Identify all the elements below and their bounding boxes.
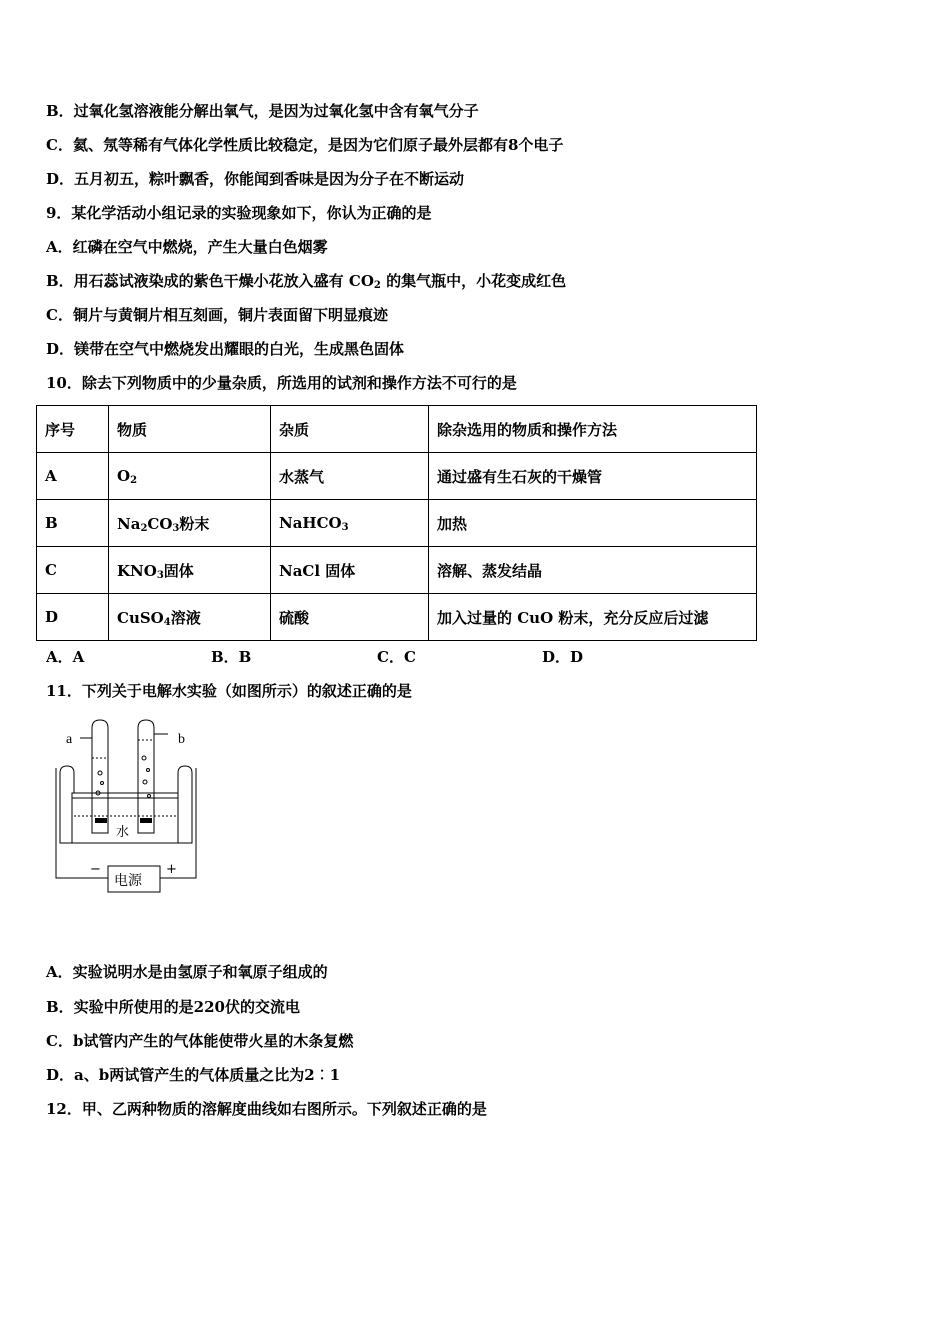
header-cell-method: 除杂选用的物质和操作方法 bbox=[429, 406, 757, 453]
table-row bbox=[37, 453, 757, 500]
q8-option-d: D．五月初五，粽叶飘香，你能闻到香味是因为分子在不断运动 bbox=[46, 170, 465, 188]
q10-option-c: C．C bbox=[377, 648, 416, 666]
row-id: C bbox=[37, 547, 109, 594]
row-substance: $Na_2CO_3$粉末 bbox=[109, 500, 271, 547]
q9-option-b bbox=[46, 271, 566, 296]
row-method: 通过盛有生石灰的干燥管 bbox=[429, 453, 757, 500]
row-method: 加热 bbox=[429, 500, 757, 547]
q10-table bbox=[36, 405, 757, 641]
q9-option-b-pre: B．用石蕊试液染成的紫色干燥小花放入盛有 CO bbox=[46, 272, 374, 290]
row-substance: $KNO_3$固体 bbox=[109, 547, 271, 594]
table-header-row bbox=[37, 406, 757, 453]
electrode-b bbox=[140, 818, 152, 823]
row-impurity: 硫酸 bbox=[271, 594, 429, 641]
q11-option-d: D．a、b两试管产生的气体质量之比为2︰1 bbox=[46, 1066, 341, 1084]
q9-option-a: A．红磷在空气中燃烧，产生大量白色烟雾 bbox=[46, 238, 328, 256]
q9-option-d: D．镁带在空气中燃烧发出耀眼的白光，生成黑色固体 bbox=[46, 340, 405, 358]
q11-option-b: B．实验中所使用的是220伏的交流电 bbox=[46, 998, 300, 1016]
q10-option-a: A．A bbox=[46, 648, 85, 666]
label-power: 电源 bbox=[114, 873, 142, 889]
q12-stem: 12．甲、乙两种物质的溶解度曲线如右图所示。下列叙述正确的是 bbox=[46, 1100, 487, 1118]
label-water: 水 bbox=[116, 825, 130, 840]
row-method: 加入过量的 CuO 粉末，充分反应后过滤 bbox=[429, 594, 757, 641]
row-substance: $O_2$ bbox=[109, 453, 271, 500]
q11-option-a: A．实验说明水是由氢原子和氧原子组成的 bbox=[46, 963, 328, 981]
q10-option-b: B．B bbox=[211, 648, 252, 666]
row-method: 溶解、蒸发结晶 bbox=[429, 547, 757, 594]
label-a: a bbox=[66, 732, 73, 747]
q8-option-c: C．氦、氖等稀有气体化学性质比较稳定，是因为它们原子最外层都有8个电子 bbox=[46, 136, 564, 154]
label-plus: + bbox=[166, 862, 177, 877]
header-cell-impurity: 杂质 bbox=[271, 406, 429, 453]
row-id: D bbox=[37, 594, 109, 641]
q9-option-b-sub: 2 bbox=[373, 280, 381, 291]
header-cell-substance: 物质 bbox=[109, 406, 271, 453]
table-row bbox=[37, 500, 757, 547]
table-row bbox=[37, 594, 757, 641]
q10-stem: 10．除去下列物质中的少量杂质，所选用的试剂和操作方法不可行的是 bbox=[46, 374, 517, 392]
row-impurity: NaCl 固体 bbox=[271, 547, 429, 594]
table-row bbox=[37, 547, 757, 594]
electrolysis-figure bbox=[50, 718, 210, 898]
q8-option-b: B．过氧化氢溶液能分解出氧气，是因为过氧化氢中含有氧气分子 bbox=[46, 102, 479, 120]
q11-stem: 11．下列关于电解水实验（如图所示）的叙述正确的是 bbox=[46, 682, 412, 700]
label-minus: − bbox=[90, 862, 101, 877]
q10-option-d: D．D bbox=[542, 648, 584, 666]
row-id: A bbox=[37, 453, 109, 500]
label-b: b bbox=[178, 732, 185, 747]
q11-option-c: C．b试管内产生的气体能使带火星的木条复燃 bbox=[46, 1032, 354, 1050]
electrode-a bbox=[95, 818, 107, 823]
row-impurity: 水蒸气 bbox=[271, 453, 429, 500]
row-impurity: NaHCO$_3$ bbox=[271, 500, 429, 547]
q9-option-b-post: 的集气瓶中，小花变成红色 bbox=[380, 272, 567, 290]
q9-stem: 9．某化学活动小组记录的实验现象如下，你认为正确的是 bbox=[46, 204, 432, 222]
header-cell-id: 序号 bbox=[37, 406, 109, 453]
row-id: B bbox=[37, 500, 109, 547]
q9-option-c: C．铜片与黄铜片相互刻画，铜片表面留下明显痕迹 bbox=[46, 306, 388, 324]
row-substance: CuSO$_4$溶液 bbox=[109, 594, 271, 641]
